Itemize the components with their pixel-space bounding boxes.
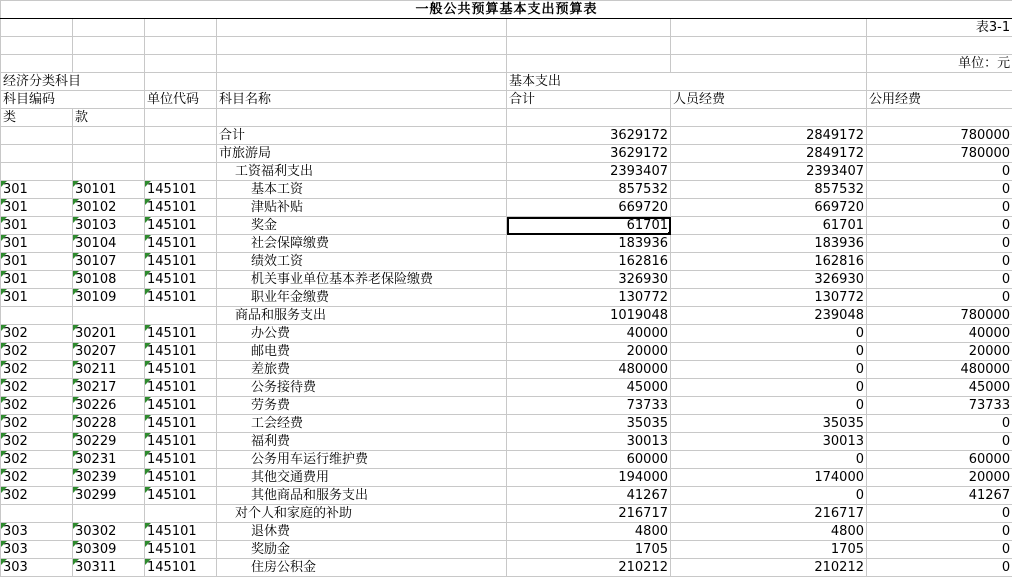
cell-total[interactable]: 1019048 [507,307,671,325]
cell-personnel[interactable]: 239048 [671,307,867,325]
cell-unit-code[interactable] [145,127,217,145]
cell-personnel[interactable]: 174000 [671,469,867,487]
cell-personnel[interactable]: 0 [671,325,867,343]
cell-total[interactable]: 183936 [507,235,671,253]
cell[interactable] [867,73,1012,91]
table-row [1,253,1012,271]
cell-subject-name[interactable]: 住房公积金 [217,559,507,577]
cell[interactable] [217,55,507,73]
cell-total[interactable]: 162816 [507,253,671,271]
cell-lei[interactable]: 302 [1,415,73,433]
cell-personnel[interactable]: 0 [671,343,867,361]
cell-subject-name[interactable]: 办公费 [217,325,507,343]
cell-unit-code[interactable]: 145101 [145,217,217,235]
cell-kuan[interactable]: 30211 [73,361,145,379]
cell-personnel[interactable]: 35035 [671,415,867,433]
cell-unit-code[interactable] [145,505,217,523]
cell-personnel[interactable]: 1705 [671,541,867,559]
header-kuan[interactable]: 款 [73,109,145,127]
cell-lei[interactable]: 301 [1,289,73,307]
cell-kuan[interactable]: 30309 [73,541,145,559]
cell-lei[interactable]: 303 [1,523,73,541]
cell-total[interactable]: 216717 [507,505,671,523]
cell-unit-code[interactable]: 145101 [145,433,217,451]
table-row [1,181,1012,199]
cell[interactable] [671,19,867,37]
cell[interactable] [867,37,1012,55]
cell-lei[interactable]: 302 [1,379,73,397]
cell-personnel[interactable]: 30013 [671,433,867,451]
table-row [1,343,1012,361]
table-row [1,415,1012,433]
cell-lei[interactable] [1,307,73,325]
table-row [1,397,1012,415]
cell-lei[interactable] [1,127,73,145]
cell-total[interactable]: 20000 [507,343,671,361]
cell-subject-name[interactable]: 公务接待费 [217,379,507,397]
cell-kuan[interactable] [73,307,145,325]
cell-subject-name[interactable]: 工资福利支出 [217,163,507,181]
cell-personnel[interactable]: 0 [671,361,867,379]
cell-subject-name[interactable]: 劳务费 [217,397,507,415]
table-row [1,433,1012,451]
cell-unit-code[interactable]: 145101 [145,343,217,361]
cell-kuan[interactable] [73,145,145,163]
cell[interactable] [671,37,867,55]
cell-unit-code[interactable]: 145101 [145,271,217,289]
cell[interactable] [507,19,671,37]
cell[interactable] [507,55,671,73]
table-row [1,217,1012,235]
cell[interactable] [671,55,867,73]
cell[interactable] [73,19,145,37]
cell-public[interactable]: 0 [867,289,1012,307]
cell-public[interactable]: 0 [867,199,1012,217]
cell-lei[interactable] [1,163,73,181]
cell-unit-code[interactable]: 145101 [145,523,217,541]
cell-public[interactable]: 20000 [867,343,1012,361]
cell-unit-code[interactable]: 145101 [145,325,217,343]
header-lei[interactable]: 类 [1,109,73,127]
cell[interactable] [217,19,507,37]
table-row [1,361,1012,379]
cell-lei[interactable]: 302 [1,343,73,361]
cell-total[interactable]: 3629172 [507,145,671,163]
cell-personnel[interactable]: 0 [671,487,867,505]
cell-lei[interactable]: 302 [1,451,73,469]
cell-subject-name[interactable]: 福利费 [217,433,507,451]
cell-total[interactable]: 857532 [507,181,671,199]
cell-total[interactable]: 40000 [507,325,671,343]
cell-public[interactable]: 780000 [867,145,1012,163]
cell-lei[interactable]: 302 [1,325,73,343]
cell-subject-name[interactable]: 奖励金 [217,541,507,559]
table-row [1,505,1012,523]
table-row [1,523,1012,541]
cell-subject-name[interactable]: 退休费 [217,523,507,541]
cell-lei[interactable]: 302 [1,469,73,487]
table-row [1,541,1012,559]
cell-lei[interactable] [1,505,73,523]
cell-subject-name[interactable]: 公务用车运行维护费 [217,451,507,469]
cell-personnel[interactable]: 857532 [671,181,867,199]
cell-lei[interactable]: 302 [1,487,73,505]
cell[interactable] [1,37,73,55]
cell-subject-name[interactable]: 其他商品和服务支出 [217,487,507,505]
cell-personnel[interactable]: 216717 [671,505,867,523]
cell-total[interactable]: 73733 [507,397,671,415]
cell-total[interactable]: 194000 [507,469,671,487]
table-row [1,469,1012,487]
cell-lei[interactable]: 301 [1,217,73,235]
cell-public[interactable]: 780000 [867,127,1012,145]
cell[interactable] [145,55,217,73]
cell-lei[interactable]: 303 [1,541,73,559]
cell-total[interactable]: 210212 [507,559,671,577]
table-row [1,289,1012,307]
cell-personnel[interactable]: 326930 [671,271,867,289]
header-total[interactable]: 合计 [507,91,671,109]
cell-subject-name[interactable]: 机关事业单位基本养老保险缴费 [217,271,507,289]
cell-public[interactable]: 0 [867,559,1012,577]
cell-unit-code[interactable]: 145101 [145,541,217,559]
cell-public[interactable]: 40000 [867,325,1012,343]
cell-kuan[interactable]: 30217 [73,379,145,397]
cell-unit-code[interactable]: 145101 [145,235,217,253]
cell-lei[interactable] [1,145,73,163]
cell-kuan[interactable] [73,163,145,181]
cell[interactable] [145,73,217,91]
header-personnel[interactable]: 人员经费 [671,91,867,109]
cell-public[interactable]: 0 [867,271,1012,289]
cell-lei[interactable]: 301 [1,253,73,271]
cell[interactable] [217,109,507,127]
cell-total[interactable]: 1705 [507,541,671,559]
cell-kuan[interactable]: 30311 [73,559,145,577]
cell-total[interactable]: 3629172 [507,127,671,145]
table-row [1,235,1012,253]
cell[interactable] [1,55,73,73]
table-row [1,325,1012,343]
cell-subject-name[interactable]: 市旅游局 [217,145,507,163]
cell-kuan[interactable]: 30104 [73,235,145,253]
cell-personnel[interactable]: 0 [671,451,867,469]
cell-total[interactable]: 2393407 [507,163,671,181]
table-row [1,127,1012,145]
cell-public[interactable]: 60000 [867,451,1012,469]
cell-personnel[interactable]: 183936 [671,235,867,253]
cell-public[interactable]: 41267 [867,487,1012,505]
cell-personnel[interactable]: 2849172 [671,145,867,163]
cell-kuan[interactable]: 30231 [73,451,145,469]
cell-unit-code[interactable]: 145101 [145,253,217,271]
header-econ-class[interactable]: 经济分类科目 [1,73,145,91]
page-title[interactable]: 一般公共预算基本支出预算表 [1,1,1012,19]
cell-kuan[interactable]: 30226 [73,397,145,415]
cell-personnel[interactable]: 0 [671,397,867,415]
cell-kuan[interactable]: 30207 [73,343,145,361]
cell-unit-code[interactable]: 145101 [145,361,217,379]
cell-subject-name[interactable]: 差旅费 [217,361,507,379]
cell-public[interactable]: 0 [867,523,1012,541]
table-row [1,199,1012,217]
cell-public[interactable]: 45000 [867,379,1012,397]
cell-lei[interactable]: 301 [1,235,73,253]
cell-total[interactable]: 35035 [507,415,671,433]
table-row [1,145,1012,163]
cell-personnel[interactable]: 130772 [671,289,867,307]
header-subject-name[interactable]: 科目名称 [217,91,507,109]
cell-lei[interactable]: 301 [1,181,73,199]
cell-public[interactable]: 0 [867,415,1012,433]
cell-subject-name[interactable]: 社会保障缴费 [217,235,507,253]
cell-subject-name[interactable]: 奖金 [217,217,507,235]
cell-personnel[interactable]: 2849172 [671,127,867,145]
cell-public[interactable]: 0 [867,253,1012,271]
table-row [1,163,1012,181]
cell-kuan[interactable]: 30302 [73,523,145,541]
cell-public[interactable]: 0 [867,181,1012,199]
cell-kuan[interactable]: 30108 [73,271,145,289]
cell-kuan[interactable]: 30229 [73,433,145,451]
cell-unit-code[interactable]: 145101 [145,199,217,217]
cell-public[interactable]: 0 [867,163,1012,181]
cell-kuan[interactable]: 30103 [73,217,145,235]
cell-kuan[interactable]: 30299 [73,487,145,505]
table-number[interactable]: 表3-1 [867,19,1012,37]
cell-subject-name[interactable]: 邮电费 [217,343,507,361]
cell-kuan[interactable]: 30102 [73,199,145,217]
cell-lei[interactable]: 302 [1,397,73,415]
cell-unit-code[interactable]: 145101 [145,181,217,199]
cell-personnel[interactable]: 210212 [671,559,867,577]
cell[interactable] [507,37,671,55]
cell-kuan[interactable]: 30228 [73,415,145,433]
cell-subject-name[interactable]: 工会经费 [217,415,507,433]
cell-unit-code[interactable]: 145101 [145,469,217,487]
cell-subject-name[interactable]: 职业年金缴费 [217,289,507,307]
cell-subject-name[interactable]: 基本工资 [217,181,507,199]
cell-personnel[interactable]: 61701 [671,217,867,235]
cell-kuan[interactable] [73,505,145,523]
cell-personnel[interactable]: 2393407 [671,163,867,181]
unit-label[interactable]: 单位：元 [867,55,1012,73]
cell-unit-code[interactable]: 145101 [145,415,217,433]
cell-kuan[interactable]: 30101 [73,181,145,199]
cell-unit-code[interactable] [145,145,217,163]
cell-public[interactable]: 0 [867,235,1012,253]
cell[interactable] [73,37,145,55]
cell-public[interactable]: 20000 [867,469,1012,487]
cell[interactable] [73,55,145,73]
table-row [1,559,1012,577]
cell-total[interactable]: 61701 [507,217,671,235]
header-subject-code[interactable]: 科目编码 [1,91,145,109]
cell[interactable] [145,19,217,37]
cell-personnel[interactable]: 669720 [671,199,867,217]
cell-kuan[interactable]: 30107 [73,253,145,271]
cell-unit-code[interactable]: 145101 [145,451,217,469]
cell-subject-name[interactable]: 其他交通费用 [217,469,507,487]
table-row [1,487,1012,505]
cell-total[interactable]: 669720 [507,199,671,217]
cell-subject-name[interactable]: 对个人和家庭的补助 [217,505,507,523]
cell[interactable] [1,19,73,37]
header-basic-expenditure[interactable]: 基本支出 [507,73,867,91]
cell[interactable] [507,109,671,127]
cell-lei[interactable]: 301 [1,199,73,217]
cell-public[interactable]: 73733 [867,397,1012,415]
cell-kuan[interactable]: 30239 [73,469,145,487]
cell-lei[interactable]: 302 [1,433,73,451]
cell-subject-name[interactable]: 津贴补贴 [217,199,507,217]
cell-total[interactable]: 130772 [507,289,671,307]
cell-unit-code[interactable]: 145101 [145,487,217,505]
cell-unit-code[interactable]: 145101 [145,289,217,307]
header-unit-code[interactable]: 单位代码 [145,91,217,109]
cell-personnel[interactable]: 162816 [671,253,867,271]
cell-public[interactable]: 780000 [867,307,1012,325]
cell-lei[interactable]: 302 [1,361,73,379]
cell-total[interactable]: 30013 [507,433,671,451]
cell-total[interactable]: 480000 [507,361,671,379]
cell-personnel[interactable]: 0 [671,379,867,397]
cell[interactable] [217,37,507,55]
cell-unit-code[interactable] [145,307,217,325]
cell[interactable] [145,37,217,55]
cell-unit-code[interactable]: 145101 [145,397,217,415]
cell[interactable] [867,109,1012,127]
table-row [1,379,1012,397]
cell-unit-code[interactable]: 145101 [145,379,217,397]
cell-public[interactable]: 0 [867,217,1012,235]
cell-subject-name[interactable]: 合计 [217,127,507,145]
cell-public[interactable]: 480000 [867,361,1012,379]
cell-total[interactable]: 45000 [507,379,671,397]
header-public[interactable]: 公用经费 [867,91,1012,109]
cell-unit-code[interactable] [145,163,217,181]
cell-total[interactable]: 41267 [507,487,671,505]
table-row [1,451,1012,469]
cell-subject-name[interactable]: 商品和服务支出 [217,307,507,325]
cell-lei[interactable]: 301 [1,271,73,289]
cell[interactable] [217,73,507,91]
cell-unit-code[interactable]: 145101 [145,559,217,577]
cell-public[interactable]: 0 [867,433,1012,451]
cell-subject-name[interactable]: 绩效工资 [217,253,507,271]
cell-total[interactable]: 4800 [507,523,671,541]
cell-kuan[interactable]: 30109 [73,289,145,307]
cell-public[interactable]: 0 [867,505,1012,523]
cell[interactable] [145,109,217,127]
cell-lei[interactable]: 303 [1,559,73,577]
cell-personnel[interactable]: 4800 [671,523,867,541]
cell-total[interactable]: 60000 [507,451,671,469]
table-row [1,307,1012,325]
cell-total[interactable]: 326930 [507,271,671,289]
cell-public[interactable]: 0 [867,541,1012,559]
cell-kuan[interactable]: 30201 [73,325,145,343]
cell[interactable] [671,109,867,127]
cell-kuan[interactable] [73,127,145,145]
table-row [1,271,1012,289]
